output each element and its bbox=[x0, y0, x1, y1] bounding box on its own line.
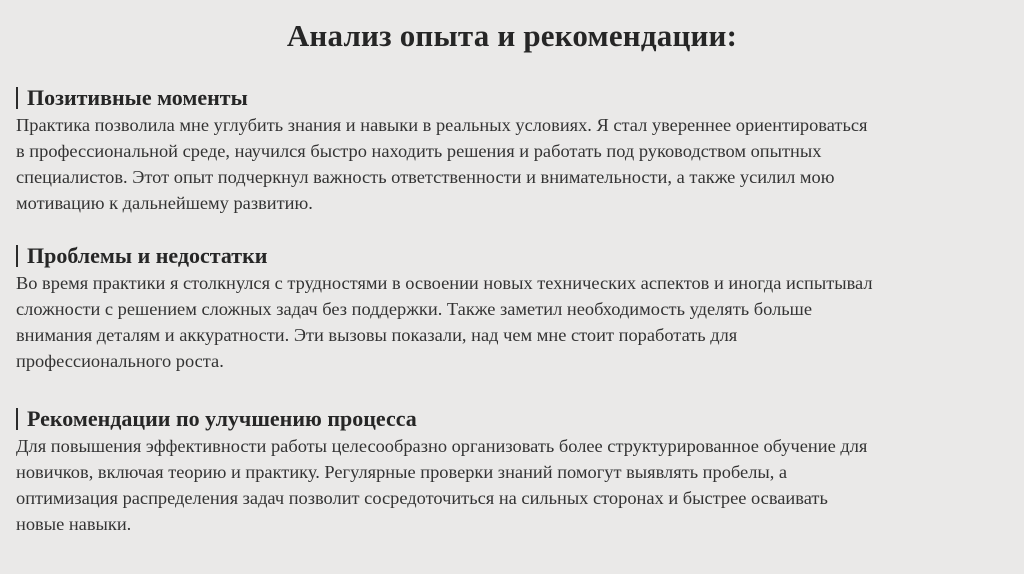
heading-bar-icon bbox=[16, 408, 18, 430]
body-line: в профессиональной среде, научился быстро находить решения и работать под руководством опытных bbox=[16, 141, 822, 161]
body-line: новые навыки. bbox=[16, 514, 132, 534]
body-line: специалистов. Этот опыт подчеркнул важность ответственности и внимательности, а также усилил мою bbox=[16, 167, 835, 187]
slide-title: Анализ опыта и рекомендации: bbox=[286, 18, 738, 53]
section-heading-text: Рекомендации по улучшению процесса bbox=[27, 406, 417, 431]
body-line: мотивацию к дальнейшему развитию. bbox=[16, 193, 313, 213]
section-heading bbox=[16, 84, 1016, 112]
body-line: оптимизация распределения задач позволит сосредоточиться на сильных сторонах и быстрее осваивать bbox=[16, 488, 828, 508]
section-body bbox=[16, 112, 1016, 216]
body-line: Практика позволила мне углубить знания и навыки в реальных условиях. Я стал увереннее ориентироваться bbox=[16, 115, 868, 135]
body-line: профессионального роста. bbox=[16, 351, 224, 371]
body-line: внимания деталям и аккуратности. Эти вызовы показали, над чем мне стоит поработать для bbox=[16, 325, 738, 345]
section-heading-text: Проблемы и недостатки bbox=[27, 243, 268, 268]
section-heading bbox=[16, 242, 1016, 270]
heading-bar-icon bbox=[16, 87, 18, 109]
section-body bbox=[16, 433, 1016, 537]
section-problems bbox=[16, 242, 1016, 374]
section-positive-moments bbox=[16, 84, 1016, 216]
section-recommendations bbox=[16, 405, 1016, 537]
heading-bar-icon bbox=[16, 245, 18, 267]
section-body bbox=[16, 270, 1016, 374]
section-heading bbox=[16, 405, 1016, 433]
body-line: Во время практики я столкнулся с трудностями в освоении новых технических аспектов и иногда испытывал bbox=[16, 273, 873, 293]
body-line: сложности с решением сложных задач без поддержки. Также заметил необходимость уделять больше bbox=[16, 299, 812, 319]
body-line: Для повышения эффективности работы целесообразно организовать более структурированное обучение для bbox=[16, 436, 868, 456]
section-heading-text: Позитивные моменты bbox=[27, 85, 248, 110]
body-line: новичков, включая теорию и практику. Регулярные проверки знаний помогут выявлять пробелы, а bbox=[16, 462, 788, 482]
